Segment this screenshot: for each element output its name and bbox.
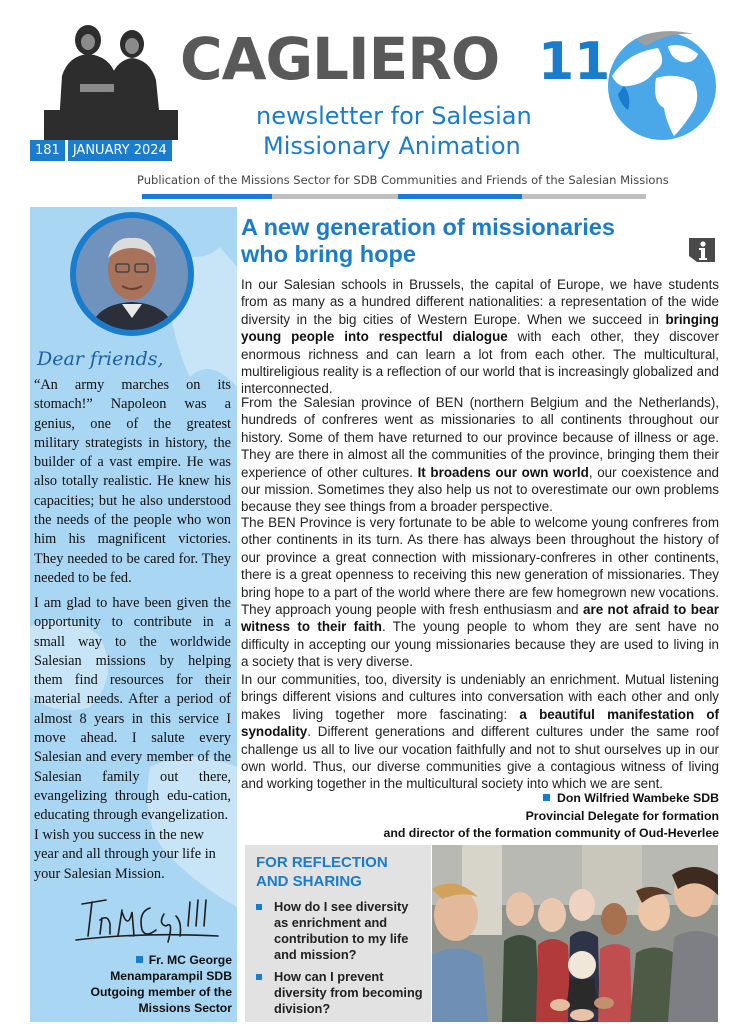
sidebar-signoff	[40, 952, 232, 1016]
article-text: The BEN Province is very fortunate to be able to welcome young confreres from other continents in its turn. As there has always been throughout the history of our province a great connection with missionary-confreres in other continents, there is a great openness to receiving this new generation of missionaries. They bring hope to a part of the world where there are few homegrown new vocations. They approach young people with fresh enthusiasm and	[241, 515, 719, 618]
headline-line2: who bring hope	[241, 241, 416, 267]
bullet-square-icon	[256, 974, 262, 980]
signoff-name-line1: Fr. MC George	[148, 953, 232, 967]
globe-logo	[598, 24, 722, 142]
byline-role2: and director of the formation community of Oud-Heverlee	[383, 826, 719, 840]
children-group-photo	[432, 845, 718, 1022]
masthead	[0, 0, 749, 200]
signoff-name-line2: Menamparampil SDB	[110, 969, 232, 983]
sidebar-paragraph: I am glad to have been given the opportunity to contribute in a small way to the worldwide Salesian missions by helping them find resources for their material needs. After a period of almost 8 years in this service I move ahead. I salute every Salesian and every member of the Salesian family out there, evangelizing through edu-cation, educating through evangelization.	[34, 595, 231, 824]
signoff-role-line2: Missions Sector	[138, 1001, 232, 1015]
color-bar-segment	[272, 194, 398, 199]
portrait-figure	[76, 218, 188, 330]
bullet-square-icon	[256, 904, 262, 910]
article-text: In our Salesian schools in Brussels, the capital of Europe, we have students from as many as a hundred different nationalities: a representation of the wide diversity in the big cities of Western Europe. When we succeed in	[241, 277, 719, 327]
article-paragraph	[241, 394, 719, 516]
issue-number: 181	[30, 140, 65, 161]
byline-role1: Provincial Delegate for formation	[525, 808, 719, 823]
byline-name: Don Wilfried Wambeke SDB	[556, 791, 719, 805]
article-emphasis: are not afraid to bear witness to their faith	[241, 602, 720, 635]
bullet-square-icon	[543, 794, 550, 801]
reflection-title-line2: AND SHARING	[256, 873, 362, 890]
bullet-square-icon	[136, 956, 143, 963]
reflection-title-line1: FOR REFLECTION	[256, 854, 388, 871]
masthead-title: CAGLIERO	[180, 25, 500, 93]
issue-badge	[30, 140, 172, 161]
article-headline	[241, 214, 661, 268]
sidebar-paragraph: “An army marches on its stomach!” Napoleon was a genius, one of the greatest military strategists in history, the builder of a vast empire. He was also totally realistic. He knew his capacities; but he also understood the needs of the people who won him his magnificent victories. They needed to be cared for. They needed to be fed.	[34, 377, 231, 586]
reflection-question-text: How can I prevent diversity from becoming division?	[274, 969, 423, 1016]
portrait-photo	[76, 218, 188, 330]
photo-illustration	[432, 845, 718, 1022]
reflection-question-text: How do I see diversity as enrichment and contribution to my life and mission?	[274, 899, 409, 962]
color-bar-segment	[398, 194, 522, 199]
color-bar-segment	[522, 194, 646, 199]
masthead-subtitle-line2: Missionary Animation	[263, 132, 521, 160]
signoff-name-line	[40, 952, 232, 968]
article-emphasis: It broadens our own world	[417, 464, 589, 480]
info-icon	[687, 236, 717, 264]
article-text: , our coexistence and our mission. Sometimes they also help us not to overestimate our own problems because they see things from a broader perspective.	[241, 464, 719, 515]
article-paragraph	[241, 514, 719, 671]
article-text: . The young people to whom they are sent have no difficulty in accepting our young missionaries because they are used to living in a society that is very diverse.	[241, 619, 720, 670]
reflection-title	[256, 853, 426, 891]
article-paragraph	[241, 276, 719, 398]
masthead-subtitle-line1: newsletter for Salesian	[256, 102, 532, 130]
signoff-role-line1: Outgoing member of the	[90, 985, 232, 999]
founders-illustration	[40, 14, 182, 140]
publication-line: Publication of the Missions Sector for SDB Communities and Friends of the Salesian Missions	[137, 173, 669, 187]
greeting: Dear friends,	[37, 348, 164, 370]
article-paragraph	[241, 671, 719, 793]
article-emphasis: bringing young people into respectful dialogue	[241, 311, 719, 345]
byline-name-line	[360, 790, 719, 808]
article-text: . Different generations and different cultures under the same roof challenge us all to live our vocation faithfully and not to shut ourselves up in our own world. Thus, our diverse communities give a contagious witness of living and working together in the multicultural society into which we are sent.	[241, 724, 719, 792]
header-color-bar	[142, 194, 646, 199]
color-bar-segment	[142, 194, 272, 199]
sidebar-paragraph: I wish you success in the new year and all through your life in your Salesian Mission.	[34, 827, 216, 882]
article-emphasis: a beautiful manifestation of synodality	[241, 706, 719, 740]
handwritten-signature	[72, 890, 222, 946]
article-text: with each other, they discover enormous richness and can learn a lot from each other. The multicultural, multireligious reality is a reflection of our world that is increasingly globalized and interconnected.	[241, 329, 719, 397]
reflection-question	[256, 899, 426, 963]
article-text: In our communities, too, diversity is undeniably an enrichment. Mutual listening brings different visions and cultures into conversation with each other and only makes living together more fascinating:	[241, 672, 719, 722]
article-byline	[360, 790, 719, 843]
masthead-number: 11	[538, 32, 611, 92]
article-text: From the Salesian province of BEN (northern Belgium and the Netherlands), hundreds of confreres went as missionaries to all continents throughout our history. Some of them have returned to our province because of illness or age. They are there in almost all the communities of the province, bringing them their experience of other cultures.	[241, 395, 719, 480]
reflection-question	[256, 969, 426, 1017]
issue-date: JANUARY 2024	[68, 140, 172, 161]
headline-line1: A new generation of missionaries	[241, 214, 615, 240]
